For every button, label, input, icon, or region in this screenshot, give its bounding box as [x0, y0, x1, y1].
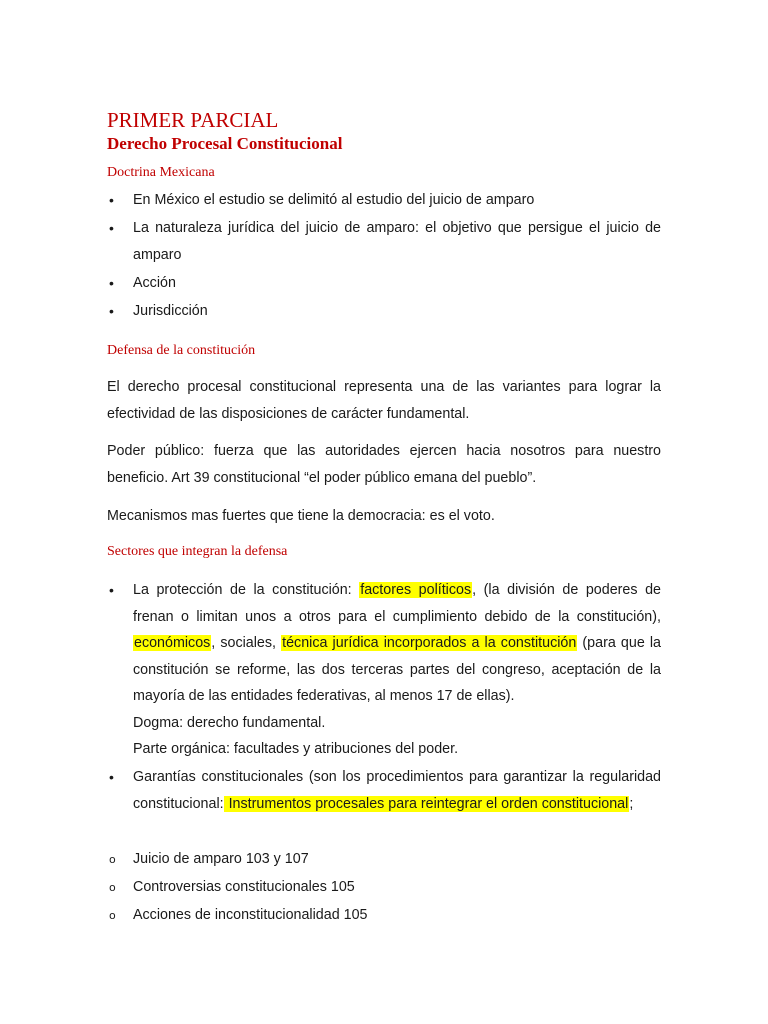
list-item: • Acción: [107, 270, 661, 297]
highlighted-text: técnica jurídica incorporados a la constitución: [282, 635, 577, 651]
doctrina-list: [107, 187, 661, 326]
document-title: PRIMER PARCIAL: [107, 108, 279, 132]
list-item: o Acciones de inconstitucionalidad 105: [107, 902, 661, 929]
paragraph: El derecho procesal constitucional representa una de las variantes para lograr la efectividad de las disposiciones de carácter fundamental.: [107, 379, 661, 422]
bullet-icon: •: [109, 274, 114, 291]
list-item: • Jurisdicción: [107, 298, 661, 325]
heading-doctrina: Doctrina Mexicana: [107, 165, 215, 180]
list-item: o Controversias constitucionales 105: [107, 874, 661, 901]
bullet-icon: •: [109, 769, 114, 785]
bullet-icon: •: [109, 302, 114, 319]
heading-sectores: Sectores que integran la defensa: [107, 544, 288, 559]
circle-bullet-icon: o: [109, 909, 116, 922]
highlighted-text: factores políticos: [360, 582, 472, 598]
bullet-icon: •: [109, 582, 114, 598]
highlighted-text: económicos: [134, 635, 211, 651]
parte-organica-line: Parte orgánica: facultades y atribuciones del poder.: [133, 741, 459, 757]
list-item: • La naturaleza jurídica del juicio de amparo: el objetivo que persigue el juicio de amparo: [107, 215, 661, 268]
document-subtitle: Derecho Procesal Constitucional: [107, 134, 343, 153]
garantias-sublist: [107, 846, 661, 930]
sectores-list: [107, 577, 661, 819]
bullet-icon: •: [109, 192, 114, 208]
paragraph: Poder público: fuerza que las autoridades ejercen hacia nosotros para nuestro beneficio. Art 39 constitucional “el poder público emana del pueblo”.: [107, 443, 661, 486]
heading-defensa: Defensa de la constitución: [107, 343, 256, 358]
list-item: • La protección de la constitución: factores políticos, (la división de poderes de frenan o limitan unos a otros para el cumplimiento debido de la constitución), económicos, sociales, técnica jurídica incorporados a la constitución (para que la constitución se reforme, las dos terceras partes del congreso, aceptación de la mayoría de las entidades federativas, al menos 17 de ellas). Dogma: derecho fundamental. Parte orgánica: facultades y atribuciones del poder.: [107, 577, 661, 763]
list-item: • Garantías constitucionales (son los procedimientos para garantizar la regularidad constitucional: Instrumentos procesales para reintegrar el orden constitucional;: [107, 764, 661, 817]
highlighted-text: Instrumentos procesales para reintegrar el orden constitucional: [224, 795, 629, 812]
paragraph: Mecanismos mas fuertes que tiene la democracia: es el voto.: [107, 508, 495, 524]
bullet-icon: •: [109, 220, 114, 236]
list-item: o Juicio de amparo 103 y 107: [107, 846, 661, 873]
circle-bullet-icon: o: [109, 853, 116, 866]
circle-bullet-icon: o: [109, 881, 116, 894]
dogma-line: Dogma: derecho fundamental.: [133, 714, 326, 731]
list-item: • En México el estudio se delimitó al estudio del juicio de amparo: [107, 187, 661, 214]
